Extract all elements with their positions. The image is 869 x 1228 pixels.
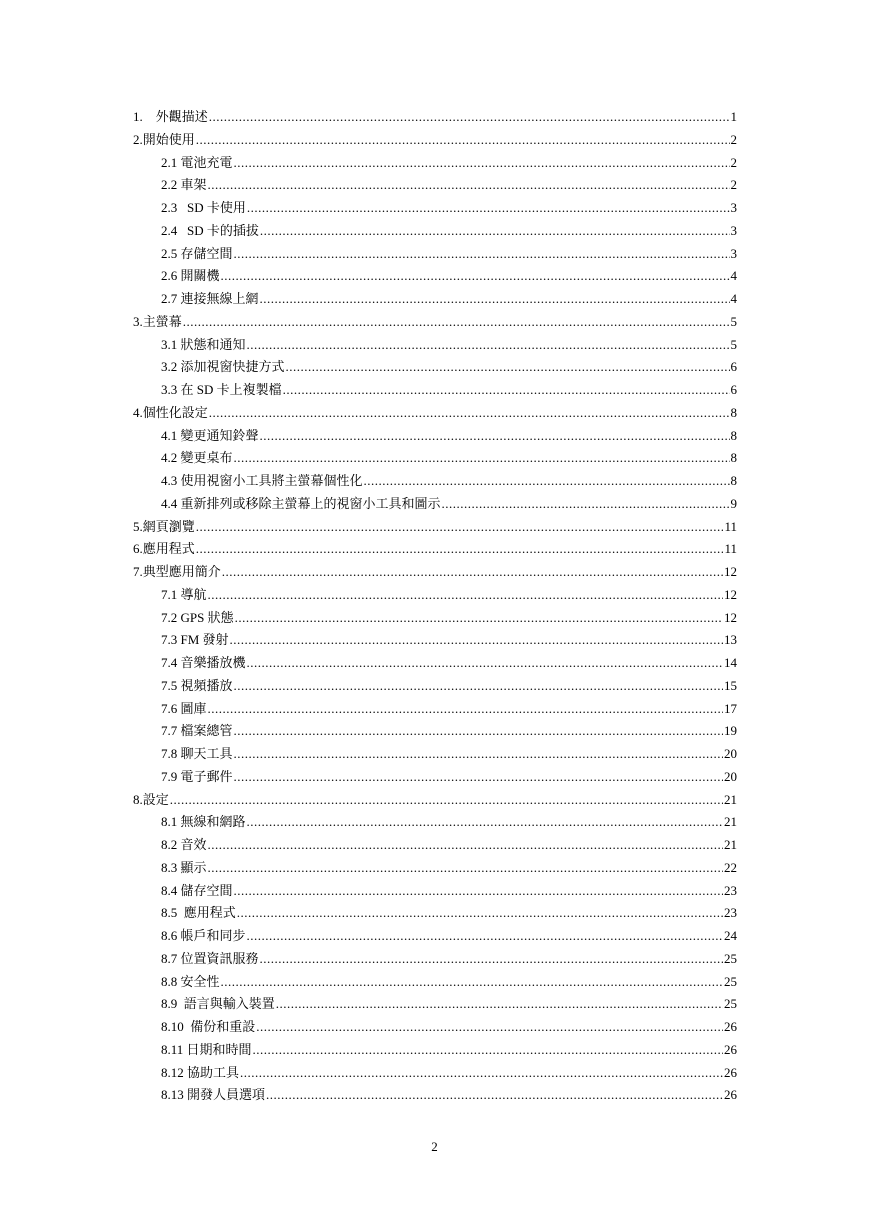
toc-entry-title: 4.2 變更桌布	[161, 450, 233, 466]
toc-entry-title: 8.1 無線和網路	[161, 814, 246, 830]
dot-leader	[234, 152, 730, 175]
toc-entry-page: 4	[730, 268, 737, 284]
dot-leader	[170, 789, 723, 812]
toc-entry-page: 14	[724, 655, 737, 670]
dot-leader	[221, 971, 723, 994]
toc-entry-page: 17	[724, 700, 737, 716]
page-number: 2	[431, 1139, 438, 1154]
toc-entry-page: 2	[730, 177, 737, 193]
toc-entry[interactable]	[133, 652, 737, 675]
toc-entry-title: 8.13 開發人員選項	[161, 1087, 266, 1103]
dot-leader	[230, 629, 723, 652]
toc-entry[interactable]	[133, 811, 737, 834]
toc-entry-page: 13	[724, 632, 737, 648]
dot-leader	[234, 743, 723, 766]
toc-entry[interactable]	[133, 106, 737, 129]
table-of-contents	[133, 106, 737, 1107]
toc-entry-title: 2.開始使用	[133, 131, 195, 147]
toc-entry[interactable]	[133, 971, 737, 994]
toc-entry-page: 11	[724, 518, 737, 534]
toc-entry[interactable]	[133, 356, 737, 379]
toc-entry-title: 8.2 音效	[161, 837, 207, 852]
toc-entry-page: 8	[730, 427, 737, 443]
toc-entry[interactable]	[133, 789, 737, 812]
toc-entry[interactable]	[133, 1039, 737, 1062]
toc-entry-page: 8	[730, 450, 737, 466]
toc-entry-page: 22	[724, 859, 737, 875]
toc-entry-title: 8.4 儲存空間	[161, 882, 233, 898]
toc-entry-page: 15	[724, 677, 737, 693]
toc-entry-title: 6.應用程式	[133, 541, 195, 557]
dot-leader	[247, 652, 723, 675]
toc-entry-title: 7.典型應用簡介	[133, 564, 221, 579]
dot-leader	[234, 720, 723, 743]
toc-entry-title: 4.1 變更通知鈴聲	[161, 427, 259, 443]
toc-entry-title: 2.7 連接無線上網	[161, 291, 259, 306]
toc-entry-title: 2.3 SD 卡使用	[161, 200, 246, 215]
toc-entry-title: 4.3 使用視窗小工具將主螢幕個性化	[161, 473, 363, 488]
toc-entry-page: 21	[724, 791, 737, 807]
toc-entry-title: 8.7 位置資訊服務	[161, 950, 259, 966]
toc-entry-title: 8.11 日期和時間	[161, 1041, 252, 1057]
toc-entry[interactable]	[133, 902, 737, 925]
dot-leader	[260, 220, 730, 243]
toc-entry[interactable]	[133, 857, 737, 880]
toc-entry-page: 5	[730, 336, 737, 352]
toc-entry-page: 23	[724, 905, 737, 921]
toc-entry-page: 5	[730, 313, 737, 329]
toc-entry[interactable]	[133, 129, 737, 152]
toc-entry-title: 3.主螢幕	[133, 313, 182, 329]
toc-entry[interactable]	[133, 1062, 737, 1085]
toc-entry-page: 26	[724, 1041, 737, 1057]
toc-entry-page: 26	[724, 1087, 737, 1103]
dot-leader	[234, 675, 723, 698]
toc-entry[interactable]	[133, 197, 737, 220]
toc-entry[interactable]	[133, 311, 737, 334]
toc-entry-page: 20	[724, 746, 737, 761]
toc-entry[interactable]	[133, 538, 737, 561]
toc-entry-title: 7.5 視頻播放	[161, 677, 233, 693]
dot-leader	[209, 402, 730, 425]
dot-leader	[234, 880, 723, 903]
toc-entry[interactable]	[133, 447, 737, 470]
toc-entry-page: 2	[730, 131, 737, 147]
toc-entry-title: 2.2 車架	[161, 177, 207, 193]
toc-entry-title: 7.4 音樂播放機	[161, 655, 246, 670]
toc-entry-title: 4.個性化設定	[133, 404, 208, 420]
dot-leader	[266, 1084, 723, 1107]
toc-entry-page: 23	[724, 882, 737, 898]
toc-entry-page: 21	[724, 837, 737, 852]
dot-leader	[237, 902, 723, 925]
toc-entry[interactable]	[133, 334, 737, 357]
dot-leader	[283, 379, 730, 402]
toc-entry-title: 8.10 備份和重設	[161, 1019, 256, 1034]
dot-leader	[221, 265, 730, 288]
toc-entry-page: 25	[724, 996, 737, 1012]
toc-entry[interactable]	[133, 607, 737, 630]
dot-leader	[183, 311, 730, 334]
dot-leader	[196, 516, 724, 539]
toc-entry-page: 6	[730, 382, 737, 397]
dot-leader	[286, 356, 730, 379]
dot-leader	[247, 197, 730, 220]
toc-entry-title: 7.6 圖庫	[161, 700, 207, 716]
dot-leader	[234, 447, 730, 470]
dot-leader	[260, 288, 730, 311]
toc-entry[interactable]	[133, 766, 737, 789]
toc-entry-page: 19	[724, 723, 737, 739]
dot-leader	[442, 493, 730, 516]
toc-entry[interactable]	[133, 629, 737, 652]
toc-entry[interactable]	[133, 470, 737, 493]
toc-entry[interactable]	[133, 743, 737, 766]
toc-entry[interactable]	[133, 425, 737, 448]
dot-leader	[253, 1039, 723, 1062]
toc-entry[interactable]	[133, 379, 737, 402]
toc-entry-page: 9	[730, 495, 737, 511]
dot-leader	[208, 584, 723, 607]
toc-entry[interactable]	[133, 925, 737, 948]
toc-entry-page: 24	[724, 928, 737, 943]
toc-entry-page: 25	[724, 950, 737, 966]
toc-entry-title: 2.6 開關機	[161, 268, 220, 284]
toc-entry-page: 1	[730, 109, 737, 124]
toc-entry[interactable]	[133, 561, 737, 584]
toc-entry-title: 7.7 檔案總管	[161, 723, 233, 739]
toc-entry-title: 1. 外觀描述	[133, 109, 208, 124]
toc-entry-title: 7.3 FM 發射	[161, 632, 229, 648]
toc-entry-page: 4	[730, 291, 737, 306]
toc-entry-page: 8	[730, 404, 737, 420]
toc-entry-page: 2	[730, 154, 737, 170]
toc-entry[interactable]	[133, 584, 737, 607]
toc-entry[interactable]	[133, 243, 737, 266]
toc-entry[interactable]	[133, 152, 737, 175]
toc-entry[interactable]	[133, 402, 737, 425]
dot-leader	[235, 607, 723, 630]
toc-entry-page: 21	[724, 814, 737, 830]
dot-leader	[247, 925, 723, 948]
toc-entry-title: 8.8 安全性	[161, 973, 220, 989]
dot-leader	[196, 538, 724, 561]
toc-entry-page: 12	[724, 609, 737, 625]
dot-leader	[208, 698, 723, 721]
toc-entry-page: 12	[724, 586, 737, 602]
toc-entry-title: 3.2 添加視窗快捷方式	[161, 359, 285, 375]
toc-entry-title: 8.6 帳戶和同步	[161, 928, 246, 943]
dot-leader	[260, 948, 723, 971]
toc-entry[interactable]	[133, 675, 737, 698]
toc-entry[interactable]	[133, 288, 737, 311]
toc-entry-page: 3	[730, 245, 737, 261]
toc-entry[interactable]	[133, 220, 737, 243]
toc-entry-title: 2.4 SD 卡的插拔	[161, 222, 259, 238]
toc-entry-title: 8.5 應用程式	[161, 905, 236, 921]
toc-entry-title: 8.9 語言與輸入裝置	[161, 996, 275, 1012]
toc-entry-title: 5.網頁瀏覽	[133, 518, 195, 534]
dot-leader	[247, 334, 730, 357]
toc-entry-page: 25	[724, 973, 737, 989]
toc-entry[interactable]	[133, 948, 737, 971]
dot-leader	[208, 174, 730, 197]
toc-entry-title: 4.4 重新排列或移除主螢幕上的視窗小工具和圖示	[161, 495, 441, 511]
toc-entry[interactable]	[133, 834, 737, 857]
toc-entry[interactable]	[133, 174, 737, 197]
toc-entry-page: 26	[724, 1064, 737, 1080]
toc-entry[interactable]	[133, 265, 737, 288]
toc-entry-title: 7.2 GPS 狀態	[161, 609, 234, 625]
dot-leader	[208, 834, 723, 857]
dot-leader	[256, 1016, 723, 1039]
toc-entry-title: 3.1 狀態和通知	[161, 336, 246, 352]
toc-entry-title: 7.8 聊天工具	[161, 746, 233, 761]
dot-leader	[196, 129, 730, 152]
toc-entry-title: 7.1 導航	[161, 586, 207, 602]
toc-entry-page: 6	[730, 359, 737, 375]
dot-leader	[209, 106, 730, 129]
toc-entry-title: 7.9 電子郵件	[161, 768, 233, 784]
toc-entry-title: 2.1 電池充電	[161, 154, 233, 170]
dot-leader	[240, 1062, 723, 1085]
toc-entry[interactable]	[133, 1016, 737, 1039]
toc-entry[interactable]	[133, 698, 737, 721]
dot-leader	[276, 993, 723, 1016]
toc-entry-page: 20	[724, 768, 737, 784]
toc-entry-page: 12	[724, 564, 737, 579]
toc-entry-title: 8.3 顯示	[161, 859, 207, 875]
toc-entry-page: 3	[730, 222, 737, 238]
toc-entry-title: 8.12 協助工具	[161, 1064, 240, 1080]
toc-entry[interactable]	[133, 493, 737, 516]
dot-leader	[247, 811, 723, 834]
toc-entry-page: 26	[724, 1019, 737, 1034]
dot-leader	[260, 425, 730, 448]
toc-entry-page: 11	[724, 541, 737, 557]
dot-leader	[234, 243, 730, 266]
dot-leader	[222, 561, 723, 584]
toc-entry[interactable]	[133, 720, 737, 743]
toc-entry[interactable]	[133, 993, 737, 1016]
toc-entry-title: 3.3 在 SD 卡上複製檔	[161, 382, 282, 397]
dot-leader	[364, 470, 730, 493]
toc-entry-title: 8.設定	[133, 791, 169, 807]
toc-entry[interactable]	[133, 880, 737, 903]
toc-entry-title: 2.5 存儲空間	[161, 245, 233, 261]
toc-entry[interactable]	[133, 516, 737, 539]
toc-entry[interactable]	[133, 1084, 737, 1107]
toc-entry-page: 3	[730, 200, 737, 215]
dot-leader	[234, 766, 723, 789]
dot-leader	[208, 857, 723, 880]
toc-entry-page: 8	[730, 473, 737, 488]
